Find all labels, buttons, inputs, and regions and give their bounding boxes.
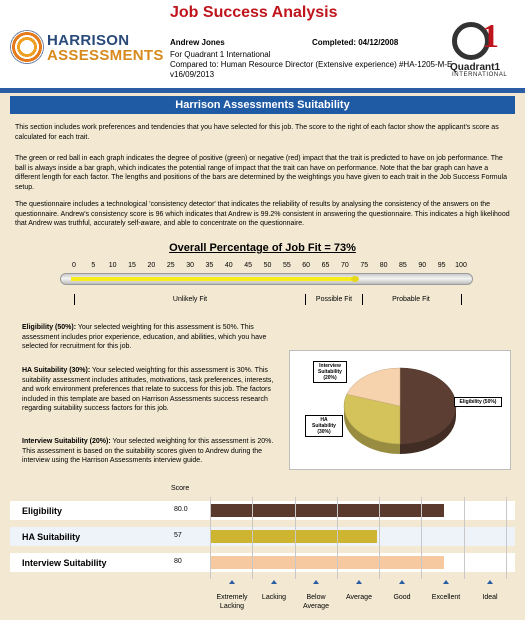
gauge-tick-label: 60 — [302, 262, 311, 269]
gauge-tick-label: 10 — [108, 262, 117, 269]
quadrant-digit: 1 — [482, 18, 499, 55]
job-fit-title: Overall Percentage of Job Fit = 73% — [169, 242, 356, 254]
axis-marker-icon — [399, 580, 405, 584]
interview-suitability-description — [22, 437, 277, 466]
gauge-tick-label: 35 — [205, 262, 214, 269]
band-possible-fit: Possible Fit — [315, 296, 353, 303]
gauge-tick-label: 95 — [437, 262, 446, 269]
pie-label-interview: Interview Suitability (20%) — [313, 361, 347, 383]
bar-grid-line — [421, 497, 422, 579]
gauge-tick-label: 90 — [418, 262, 427, 269]
gauge-tick-label: 70 — [340, 262, 349, 269]
ha-suitability-heading: HA Suitability (30%): — [22, 367, 91, 374]
eligibility-heading: Eligibility (50%): — [22, 324, 77, 331]
gauge-tick-label: 45 — [244, 262, 253, 269]
axis-label: Lacking — [261, 594, 287, 601]
bar-grid-line — [295, 497, 296, 579]
axis-marker-icon — [271, 580, 277, 584]
bar-grid-line — [337, 497, 338, 579]
gauge-tick-label: 25 — [166, 262, 175, 269]
bar-interview-suitability — [210, 556, 444, 569]
job-fit-scale — [0, 262, 525, 272]
band-separator — [74, 294, 75, 305]
report-header — [0, 0, 525, 88]
bar-grid-line — [379, 497, 380, 579]
axis-marker-icon — [356, 580, 362, 584]
gauge-tick-label: 0 — [72, 262, 76, 269]
bar-grid-line — [252, 497, 253, 579]
for-company: For Quadrant 1 International — [170, 50, 271, 59]
report-title: Job Success Analysis — [170, 4, 338, 21]
score-column-header: Score — [171, 485, 190, 492]
gauge-tick-label: 80 — [379, 262, 388, 269]
bar-label-interview-suitability: Interview Suitability — [22, 558, 107, 568]
bar-grid-line — [210, 497, 211, 579]
bar-label-eligibility: Eligibility — [22, 506, 63, 516]
axis-marker-icon — [229, 580, 235, 584]
interview-suitability-heading: Interview Suitability (20%): — [22, 438, 111, 445]
band-separator — [362, 294, 363, 305]
job-fit-fill-cap — [351, 276, 359, 282]
bar-score-interview-suitability: 80 — [174, 558, 182, 565]
gauge-tick-label: 100 — [455, 262, 467, 269]
axis-label: Average — [346, 594, 372, 601]
harrison-assessments-logo — [10, 30, 164, 66]
ball-explanation-paragraph: The green or red ball in each graph indicates the degree of positive (green) or negative (red) impact that the trait is predicted to have on job performance. The ball is always inside a bar graph, which indicates the potential range of impact that the trait can have on performance. Note that the bar graph can have a different length for each factor. The lengths and positions of the bars are determined by the weightings you have given to each trait in the Job Success Formula setup. — [15, 155, 507, 191]
logo-text-harrison: HARRISON — [47, 32, 130, 49]
section-title: Harrison Assessments Suitability — [10, 96, 515, 114]
ha-suitability-text: Your selected weighting for this assessment is 30%. This suitability assessment includes attitudes, motivations, task preferences, interests, and work environment preferences that relate to success for this job. The factors included in this template are based on Harrison Assessments success research regarding suitability success factors for this job. — [22, 367, 274, 413]
harrison-swirl-icon — [10, 30, 44, 64]
version-line: v16/09/2013 — [170, 70, 215, 79]
axis-label: Below Average — [303, 594, 329, 610]
quadrant-logo-name: Quadrant1 — [450, 62, 501, 73]
consistency-paragraph: The questionnaire includes a technological 'consistency detector' that indicates the reliability of results by analysing the consistency of the answers on the questionnaire. Andrew's consistency score is 96 which indicates that Andrew is 99.2% consistent in answering the questionnaire. This indicates a high likelihood that Andrew was truthful, accurately self-aware, and able to concentrate on the questionnaire. — [15, 201, 510, 227]
pie-label-eligibility: Eligibility (50%) — [454, 397, 502, 407]
bar-eligibility — [210, 504, 444, 517]
bar-label-ha-suitability: HA Suitability — [22, 532, 81, 542]
bar-score-ha-suitability: 57 — [174, 532, 182, 539]
band-unlikely-fit: Unlikely Fit — [172, 296, 208, 303]
gauge-tick-label: 55 — [282, 262, 291, 269]
axis-label: Ideal — [482, 594, 498, 601]
gauge-tick-label: 65 — [321, 262, 330, 269]
bar-ha-suitability — [210, 530, 377, 543]
candidate-name: Andrew Jones — [170, 38, 225, 47]
eligibility-description — [22, 323, 277, 352]
gauge-tick-label: 85 — [399, 262, 407, 269]
band-probable-fit: Probable Fit — [392, 296, 430, 303]
bar-score-eligibility: 80.0 — [174, 506, 188, 513]
pie-label-ha: HA Suitability (30%) — [305, 415, 343, 437]
logo-text-assessments: ASSESSMENTS — [47, 47, 164, 64]
bar-grid-line — [506, 497, 507, 579]
axis-label: Excellent — [431, 594, 461, 601]
gauge-tick-label: 20 — [147, 262, 156, 269]
gauge-tick-label: 15 — [128, 262, 136, 269]
band-separator — [461, 294, 462, 305]
axis-marker-icon — [313, 580, 319, 584]
weighting-pie-chart — [289, 350, 511, 470]
compared-to: Compared to: Human Resource Director (Extensive experience) #HA-1205-M-E — [170, 60, 453, 69]
gauge-tick-label: 75 — [360, 262, 369, 269]
job-fit-fill — [71, 277, 354, 281]
bar-grid-line — [464, 497, 465, 579]
gauge-tick-label: 40 — [224, 262, 233, 269]
gauge-tick-label: 30 — [186, 262, 194, 269]
eligibility-text: Your selected weighting for this assessment is 50%. This assessment includes prior experience, education, and abilities, which you have selected for recruitment for this job. — [22, 324, 267, 351]
axis-marker-icon — [487, 580, 493, 584]
axis-label: Extremely Lacking — [216, 594, 248, 610]
axis-label: Good — [393, 594, 411, 601]
completed-date: Completed: 04/12/2008 — [312, 38, 399, 47]
band-separator — [305, 294, 306, 305]
gauge-tick-label: 5 — [91, 262, 96, 269]
intro-paragraph: This section includes work preferences and tendencies that you have selected for this job. The score to the right of each factor show the applicant's score as calculated for each trait. — [15, 124, 499, 141]
ha-suitability-description — [22, 366, 277, 414]
gauge-tick-label: 50 — [263, 262, 272, 269]
axis-marker-icon — [443, 580, 449, 584]
quadrant-logo-sub: INTERNATIONAL — [452, 72, 508, 78]
interview-suitability-text: Your selected weighting for this assessment is 20%. This assessment is based on the suitability scores given to Andrew during the interview using the Harrison Assessments interview guide. — [22, 438, 274, 465]
quadrant1-logo — [448, 18, 518, 80]
